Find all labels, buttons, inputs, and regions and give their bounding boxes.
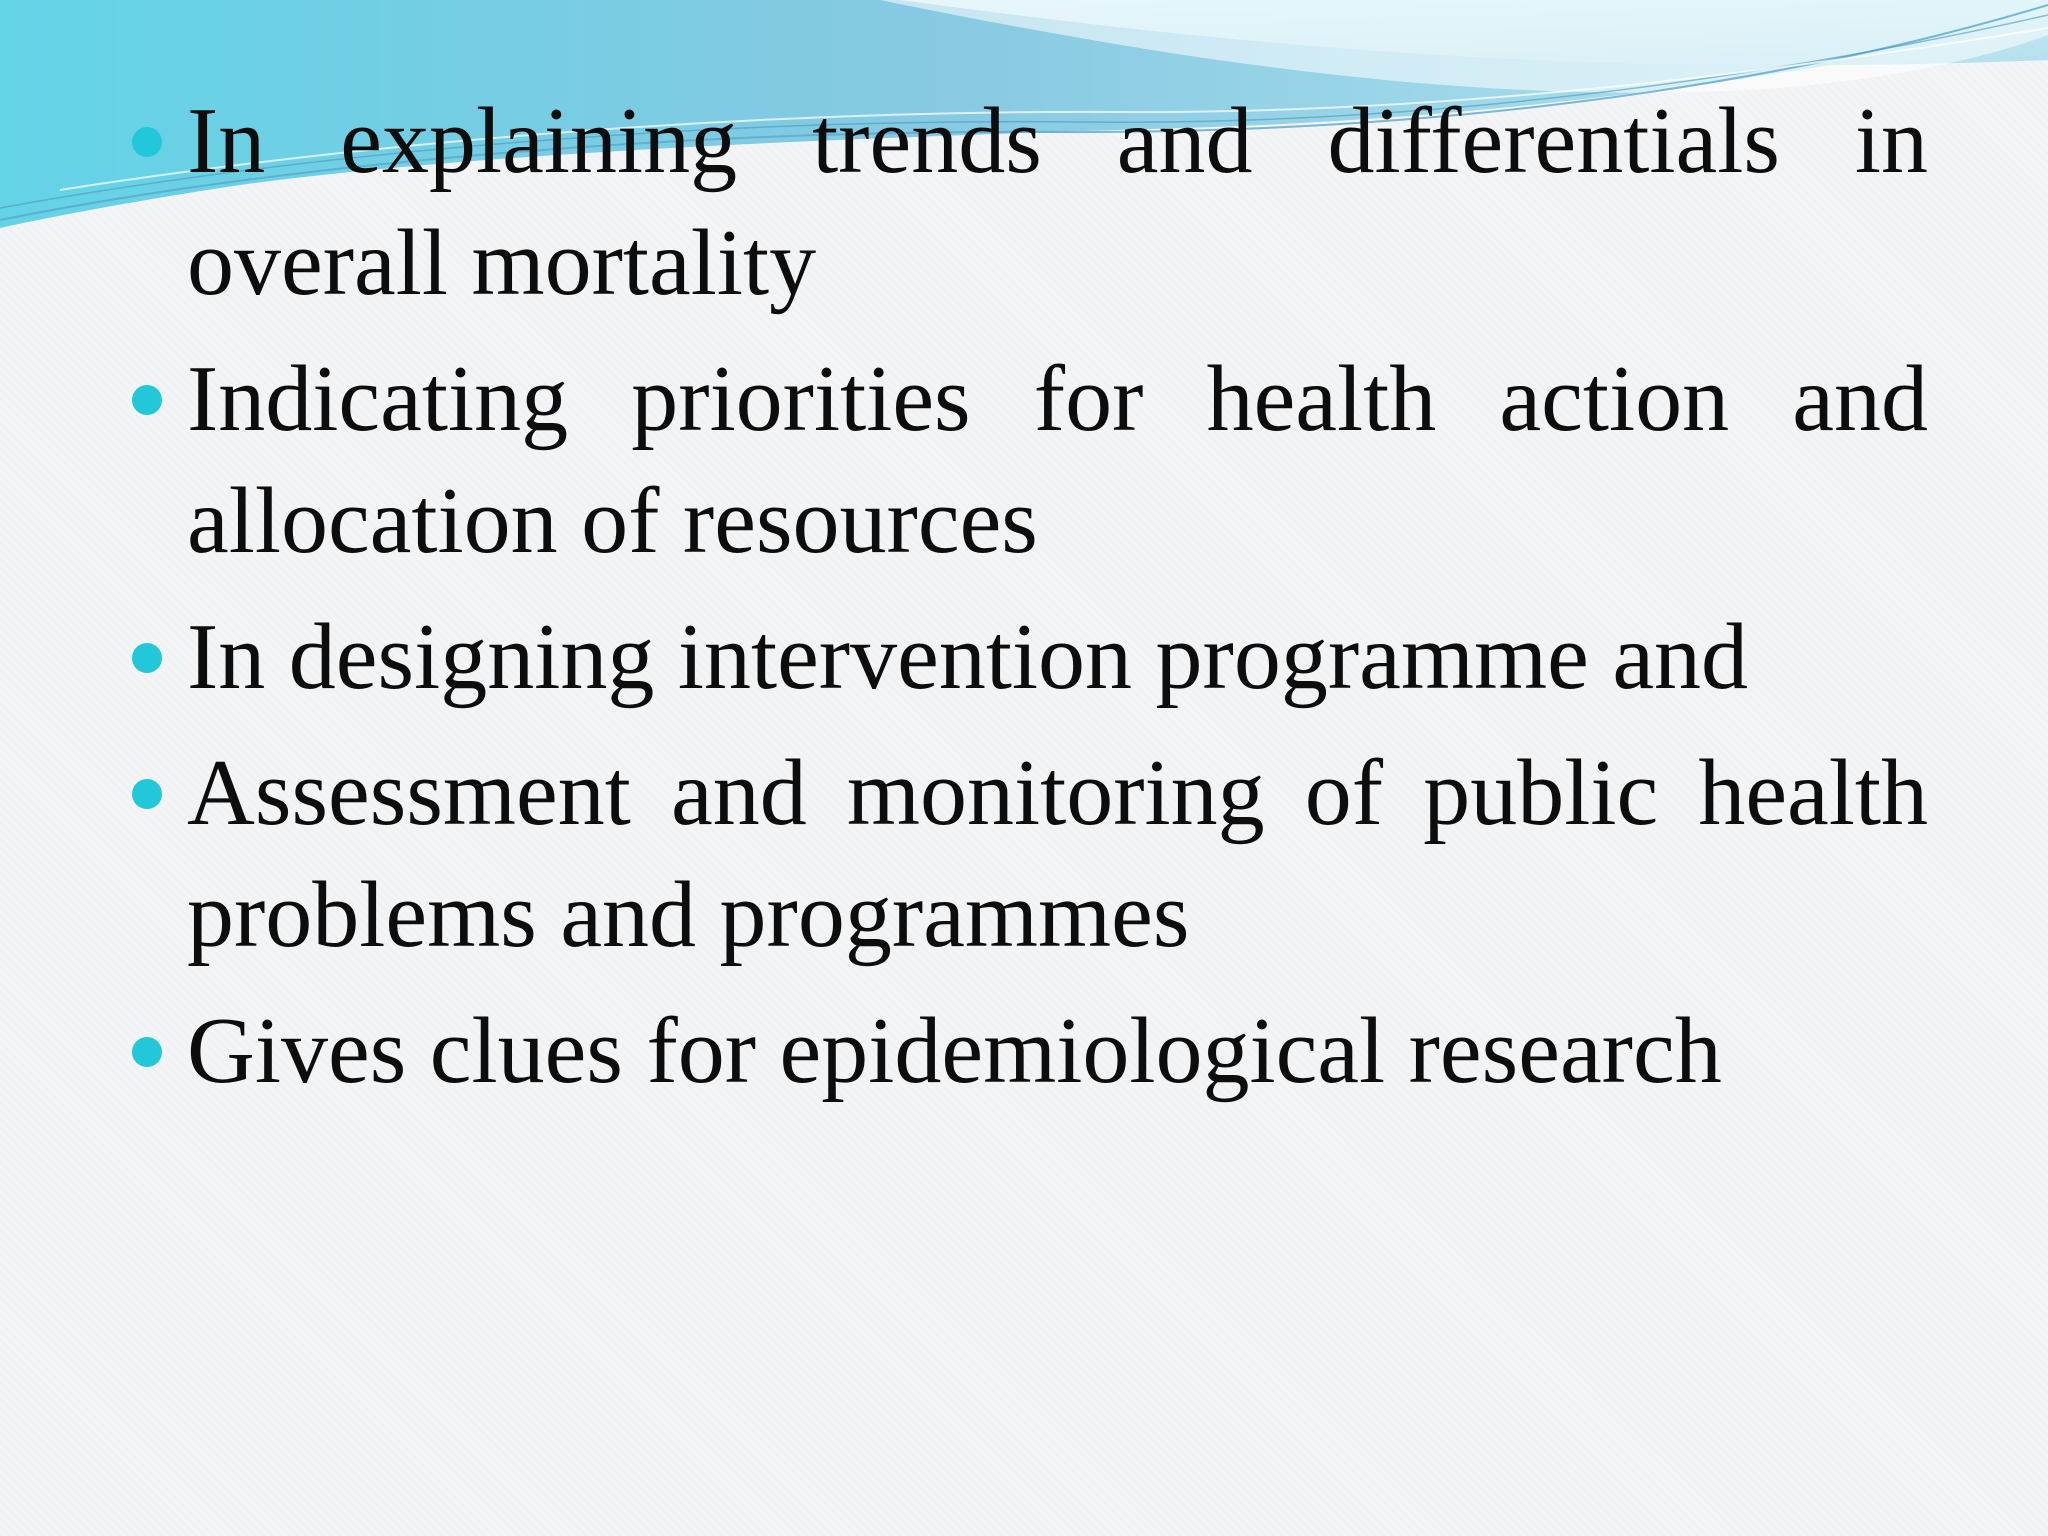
bullet-item	[132, 596, 1928, 718]
bullet-text: Assessment and monitoring of public health problems and programmes	[187, 741, 1928, 967]
bullet-item	[132, 80, 1928, 324]
bullet-text: Indicating priorities for health action and allocation of resources	[187, 347, 1928, 573]
bullet-text: Gives clues for epidemiological research	[187, 999, 1722, 1103]
bullet-text: In designing intervention programme and	[187, 605, 1749, 709]
bullet-icon	[132, 1037, 162, 1067]
bullet-item	[132, 732, 1928, 976]
bullet-icon	[132, 385, 162, 415]
bullet-icon	[132, 127, 162, 157]
bullet-list	[132, 80, 1928, 1126]
bullet-item	[132, 990, 1928, 1112]
bullet-icon	[132, 643, 162, 673]
bullet-text: In explaining trends and differentials in overall mortality	[187, 89, 1928, 315]
bullet-item	[132, 338, 1928, 582]
bullet-icon	[132, 779, 162, 809]
